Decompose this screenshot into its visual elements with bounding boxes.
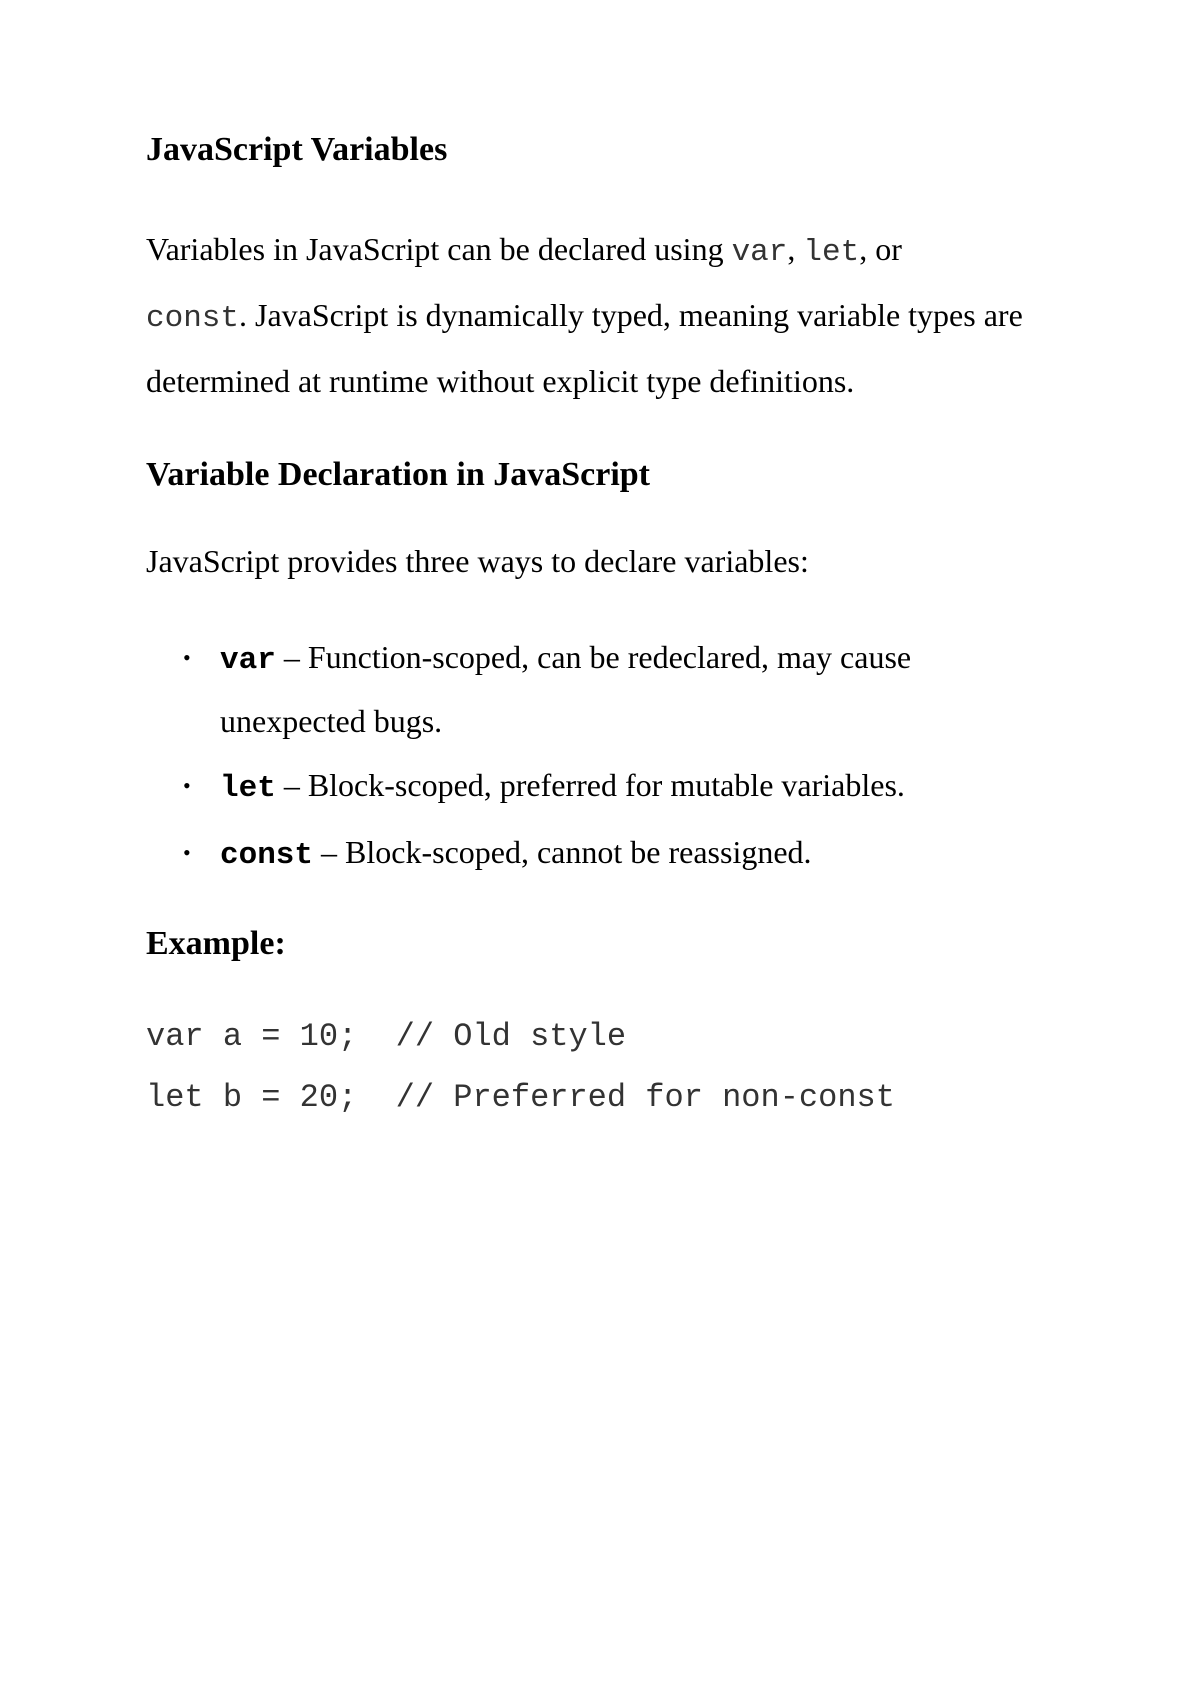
- list-item-text: – Block-scoped, preferred for mutable variables.: [275, 767, 905, 803]
- list-item: [146, 755, 1046, 819]
- intro-text-end: . JavaScript is dynamically typed, meaning variable types are determined at runtime without explicit type definitions.: [146, 297, 1023, 399]
- declaration-intro: JavaScript provides three ways to declare variables:: [146, 543, 809, 579]
- bullet-icon: •: [183, 645, 191, 670]
- intro-text-start: Variables in JavaScript can be declared using: [146, 231, 732, 267]
- page-title: JavaScript Variables: [146, 131, 448, 168]
- list-item: [146, 627, 1046, 752]
- list-item-text: – Function-scoped, can be redeclared, may cause unexpected bugs.: [220, 639, 912, 739]
- code-line: let b = 20; // Preferred for non-const: [146, 1079, 895, 1116]
- example-heading: Example:: [146, 925, 286, 962]
- bullet-icon: •: [183, 840, 191, 865]
- intro-separator-2: , or: [859, 231, 902, 267]
- intro-separator-1: ,: [787, 231, 804, 267]
- bullet-icon: •: [183, 773, 191, 798]
- inline-code-var: var: [731, 235, 788, 270]
- inline-code-let: let: [803, 235, 860, 270]
- list-item: [146, 822, 1046, 886]
- list-item-keyword: let: [220, 771, 276, 806]
- list-item-keyword: const: [220, 838, 314, 873]
- code-line: var a = 10; // Old style: [146, 1018, 627, 1055]
- section-heading-declaration: Variable Declaration in JavaScript: [146, 456, 650, 493]
- inline-code-const: const: [146, 301, 240, 336]
- intro-paragraph: [146, 218, 1046, 413]
- list-item-text: – Block-scoped, cannot be reassigned.: [313, 834, 812, 870]
- list-item-keyword: var: [220, 643, 276, 678]
- declaration-list: [146, 627, 1046, 886]
- document-page: [146, 130, 1046, 1128]
- code-block: [146, 1006, 1046, 1128]
